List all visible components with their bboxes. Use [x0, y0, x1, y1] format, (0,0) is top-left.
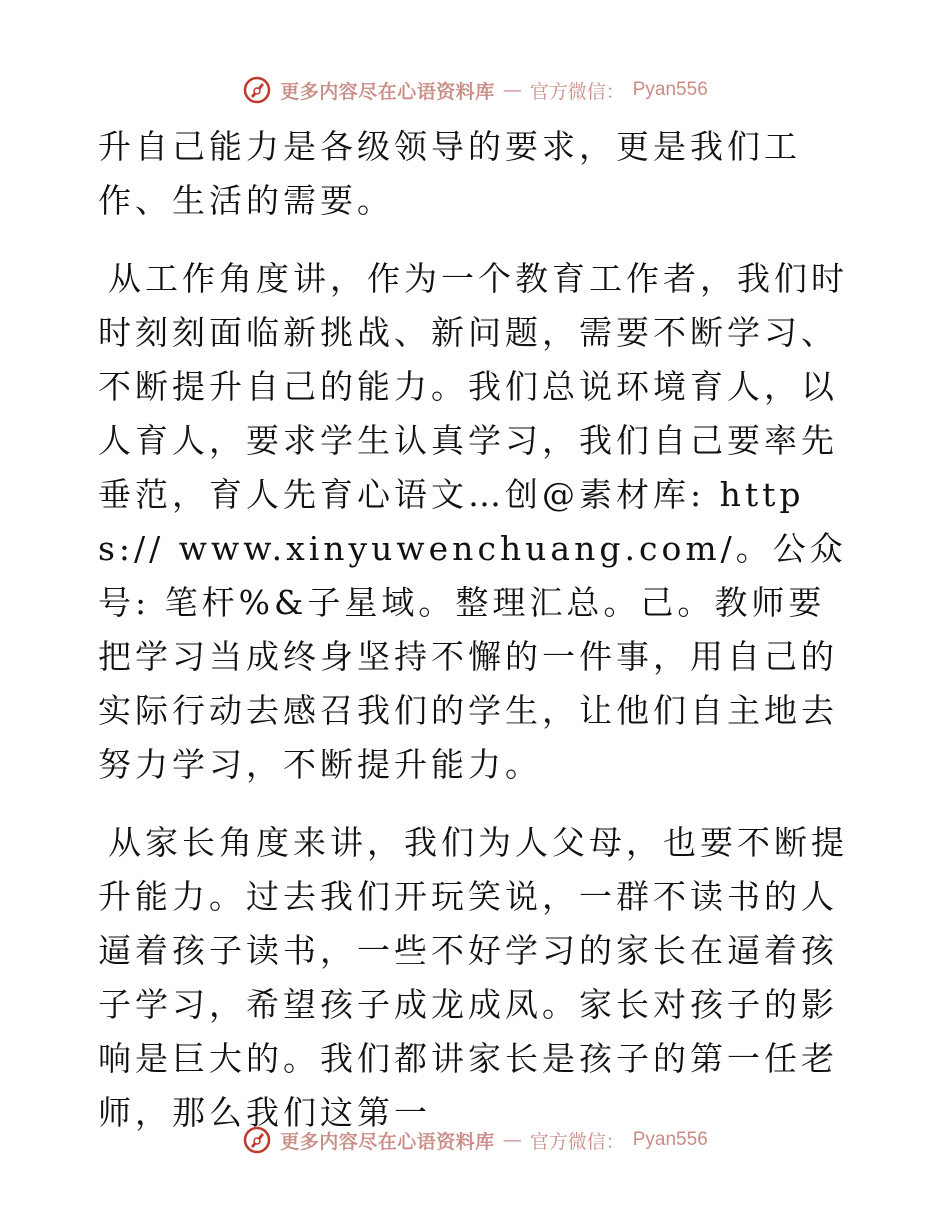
quill-logo-icon	[242, 75, 272, 105]
footer-watermark	[0, 1120, 950, 1160]
watermark-wechat-id: Pyan556	[632, 1129, 708, 1150]
paragraph-parent-text: 从家长角度来讲，我们为人父母，也要不断提升能力。过去我们开玩笑说，一群不读书的人逼着孩子读书，一些不好学习的家长在逼着孩子学习，希望孩子成龙成凤。家长对孩子的影响是巨大的。我们都讲家长是孩子的第一任老师，那么我们这第一	[98, 823, 848, 1132]
watermark-brand-text: 更多内容尽在心语资料库	[280, 1130, 495, 1153]
watermark-dash: —	[502, 1129, 522, 1151]
paragraph-continuation: 升自己能力是各级领导的要求，更是我们工作、生活的需要。	[98, 127, 801, 220]
quill-logo-icon	[242, 1125, 272, 1155]
watermark-wechat-label: 官方微信：	[529, 80, 625, 103]
watermark-dash: —	[502, 79, 522, 101]
watermark-wechat-id: Pyan556	[632, 79, 708, 100]
watermark-wechat-label: 官方微信：	[529, 1130, 625, 1153]
paragraph-work-perspective	[98, 252, 858, 792]
paragraph-work-text: 从工作角度讲，作为一个教育工作者，我们时时刻刻面临新挑战、新问题，需要不断学习、不断提升自己的能力。我们总说环境育人，以人育人，要求学生认真学习，我们自己要率先垂范，育人先育心语文…创@素材库: https:// www.xinyuwenchuang.com/。公众号: 笔杆%&子星域。整理汇总。己。教师要把学习当成终身坚持不懈的一件事，用自己的实际行动去感召我们的学生，让他们自主地去努力学习，不断提升能力。	[98, 259, 848, 784]
document-body	[98, 120, 858, 1164]
paragraph-parent-perspective	[98, 816, 858, 1140]
watermark-brand-text: 更多内容尽在心语资料库	[280, 80, 495, 103]
header-watermark	[0, 70, 950, 110]
